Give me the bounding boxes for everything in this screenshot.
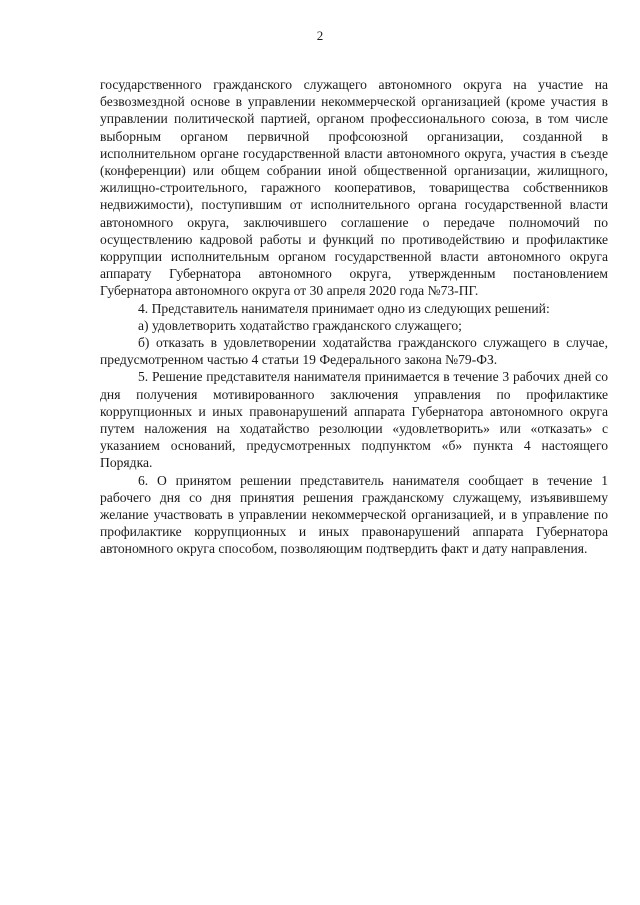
- paragraph-continuation: государственного гражданского служащего автономного округа на участие на безвозмездной основе в управлении некоммерческой организацией (кроме участия в управлении политической партией, органом профессионального союза, в том числе выборным органом первичной профсоюзной организации, созданной в исполнительном органе государственной власти автономного округа, участия в съезде (конференции) или общем собрании иной общественной организации, жилищного, жилищно-строительного, гаражного кооперативов, товарищества собственников недвижимости), поступившим от исполнительного органа государственной власти автономного округа, заключившего соглашение о передаче полномочий по осуществлению кадровой работы и функций по противодействию и профилактике коррупции исполнительным органом государственной власти автономного округа аппарату Губернатора автономного округа, утвержденным постановлением Губернатора автономного округа от 30 апреля 2020 года №73-ПГ.: [100, 77, 608, 299]
- document-body: [100, 76, 608, 558]
- page-number: 2: [316, 28, 324, 43]
- paragraph-item-4b: б) отказать в удовлетворении ходатайства гражданского служащего в случае, предусмотренном частью 4 статьи 19 Федерального закона №79-ФЗ.: [100, 335, 608, 368]
- paragraph-item-6: 6. О принятом решении представитель нанимателя сообщает в течение 1 рабочего дня со дня принятия решения гражданскому служащему, изъявившему желание участвовать в управлении некоммерческой организацией, и в управление по профилактике коррупционных и иных правонарушений аппарата Губернатора автономного округа способом, позволяющим подтвердить факт и дату направления.: [100, 472, 608, 557]
- paragraph-item-4: 4. Представитель нанимателя принимает одно из следующих решений:: [138, 300, 550, 316]
- paragraph-item-4a: а) удовлетворить ходатайство гражданского служащего;: [138, 317, 462, 333]
- paragraph-item-5: 5. Решение представителя нанимателя принимается в течение 3 рабочих дней со дня получения мотивированного заключения управления по профилактике коррупционных и иных правонарушений аппарата Губернатора автономного округа путем наложения на ходатайство резолюции «удовлетворить» или «отказать» с указанием оснований, предусмотренных подпунктом «б» пункта 4 настоящего Порядка.: [100, 369, 608, 471]
